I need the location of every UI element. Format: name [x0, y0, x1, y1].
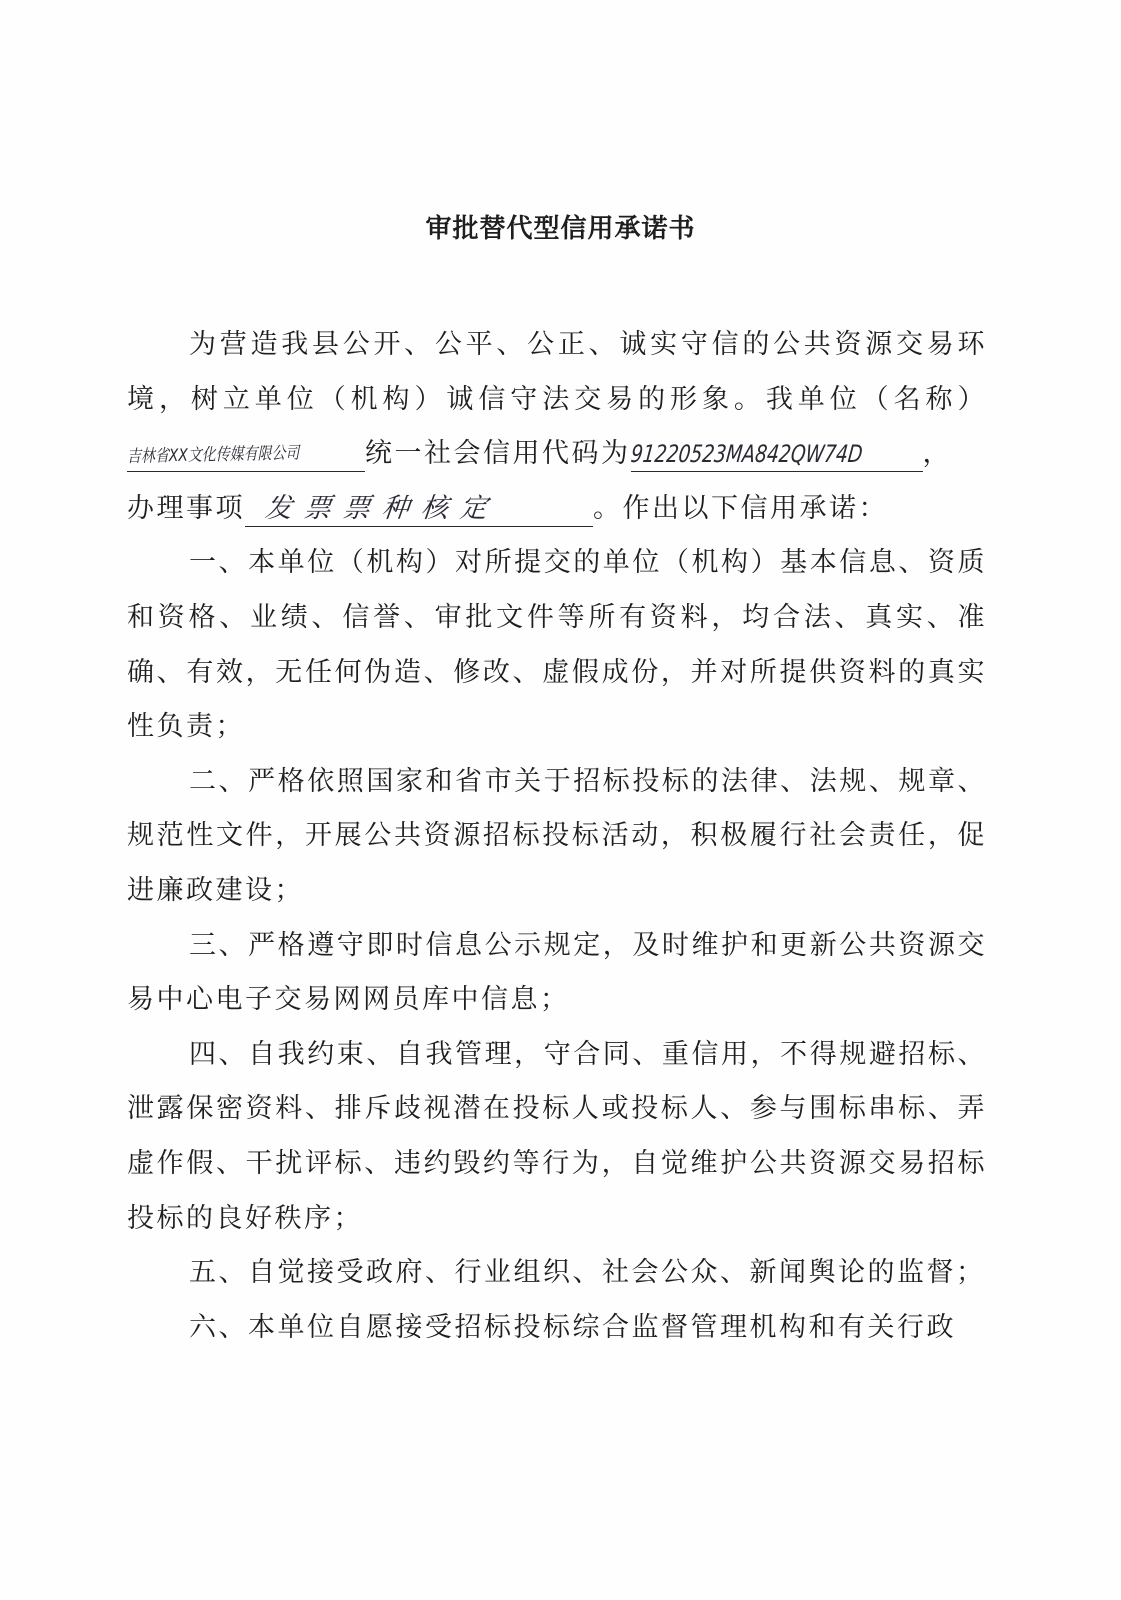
document-body: [127, 318, 987, 1355]
credit-code-field: [628, 437, 923, 472]
clause-1: 一、本单位（机构）对所提交的单位（机构）基本信息、资质和资格、业绩、信誉、审批文件等所有资料，均合法、真实、准确、有效，无任何伪造、修改、虚假成份，并对所提供资料的真实性负责；: [127, 547, 987, 743]
clause-5: 五、自觉接受政府、行业组织、社会公众、新闻舆论的监督；: [189, 1257, 986, 1289]
item-field: [245, 492, 593, 527]
intro-paragraph: [127, 318, 987, 536]
item-suffix: 。作出以下信用承诺：: [593, 492, 888, 524]
document-title: 审批替代型信用承诺书: [425, 214, 696, 244]
intro-text: 为营造我县公开、公平、公正、诚实守信的公共资源交易环境，树立单位（机构）诚信守法交易的形象。我单位（名称）: [127, 329, 987, 415]
unit-name-field: [127, 437, 365, 472]
intro-credit-code-label: 统一社会信用代码为: [365, 438, 631, 470]
item-label: 办理事项: [127, 492, 245, 524]
intro-comma: ，: [922, 438, 952, 470]
clause-4: 四、自我约束、自我管理，守合同、重信用，不得规避招标、泄露保密资料、排斥歧视潜在投标人或投标人、参与围标串标、弄虚作假、干扰评标、违约毁约等行为，自觉维护公共资源交易招标投标的良好秩序；: [127, 1038, 987, 1234]
clause-6: 六、本单位自愿接受招标投标综合监督管理机构和有关行政: [189, 1311, 956, 1343]
credit-code-handwritten: 91220523MA842QW74D: [628, 440, 864, 469]
clause-2: 二、严格依照国家和省市关于招标投标的法律、法规、规章、规范性文件，开展公共资源招标投标活动，积极履行社会责任，促进廉政建设；: [127, 765, 987, 906]
clause-3: 三、严格遵守即时信息公示规定，及时维护和更新公共资源交易中心电子交易网网员库中信息；: [127, 929, 987, 1016]
item-handwritten: 发票票种核定: [263, 492, 501, 524]
unit-name-handwritten: 吉林省XX文化传媒有限公司: [126, 443, 300, 468]
